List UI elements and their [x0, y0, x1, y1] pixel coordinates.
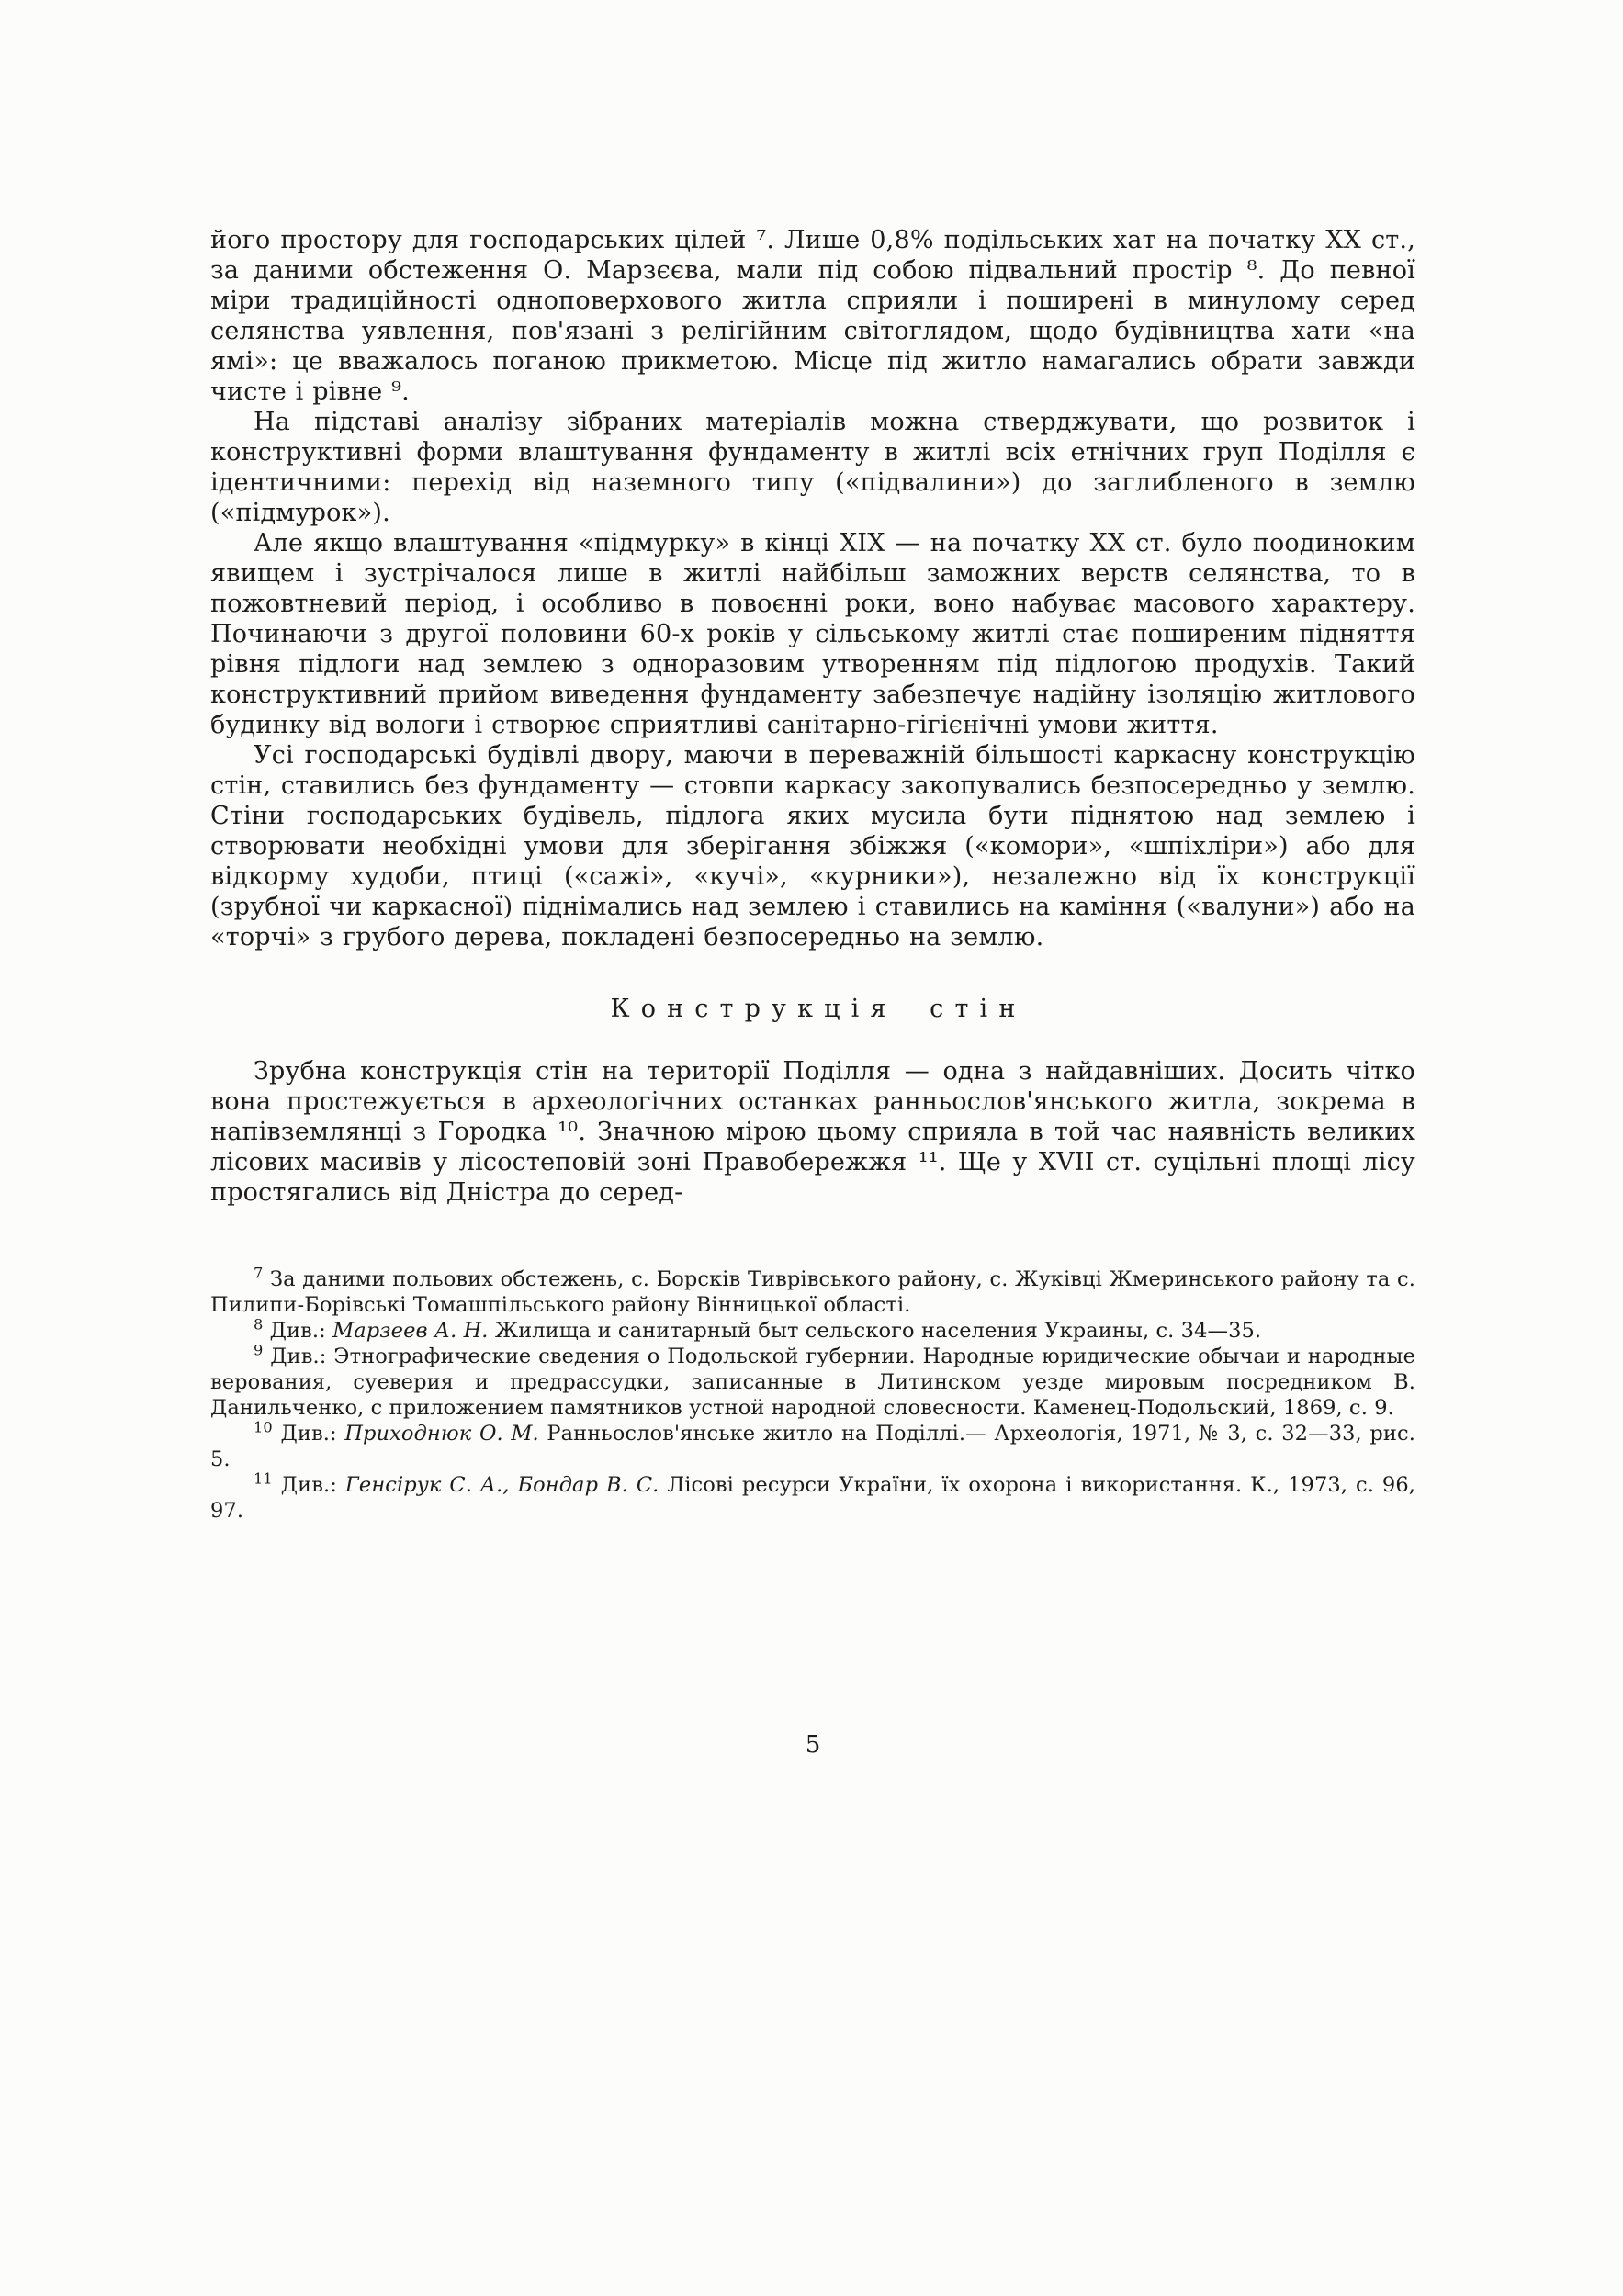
footnote	[210, 1418, 1415, 1472]
footnote-author: Приходнюк О. М.	[344, 1422, 539, 1446]
footnote-marker: 11	[254, 1469, 273, 1488]
footnote	[210, 1469, 1415, 1524]
footnote-text: Див.: Этнографические сведения о Подольской губернии. Народные юридические обычаи и народные верования, суеверия и предрассудки, записанные в Литинском уезде мировым посредником В. Данильченко, с приложением памятников устной народной словесности. Каменец-Подольский, 1869, с. 9.	[210, 1345, 1415, 1420]
footnote-marker: 7	[254, 1264, 264, 1282]
footnote-text: За даними польових обстежень, с. Борсків Тиврівського району, с. Жуківці Жмеринського району та с. Пилипи-Борівські Томашпільського району Вінницької області.	[210, 1267, 1415, 1317]
footnote-text: Див.:	[280, 1422, 345, 1446]
paragraph: Зрубна конструкція стін на території Поділля — одна з найдавніших. Досить чітко вона простежується в археологічних останках ранньослов'янського житла, зокрема в напівземлянці з Городка ¹⁰. Значною мірою цьому сприяла в той час наявність великих лісових масивів у лісостеповій зоні Правобережжя ¹¹. Ще у XVII ст. суцільні площі лісу простягались від Дністра до серед-	[210, 1057, 1415, 1207]
paragraph: Усі господарські будівлі двору, маючи в переважній більшості каркасну конструкцію стін, ставились без фундаменту — стовпи каркасу закопувались безпосередньо у землю. Стіни господарських будівель, підлога яких мусила бути піднятою над землею і створювати необхідні умови для зберігання збіжжя («комори», «шпіхліри») або для відкорму худоби, птиці («сажі», «кучі», «курники»), незалежно від їх конструкції (зрубної чи каркасної) піднімались над землею і ставились на каміння («валуни») або на «торчі» з грубого дерева, покладені безпосередньо на землю.	[210, 741, 1415, 951]
paragraph: Але якщо влаштування «підмурку» в кінці XIX — на початку XX ст. було поодиноким явищем і зустрічалося лише в житлі найбільш заможних верств селянства, то в пожовтневий період, і особливо в повоєнні роки, воно набуває масового характеру. Починаючи з другої половини 60-х років у сільському житлі стає поширеним підняття рівня підлоги над землею з одноразовим утворенням під підлогою продухів. Такий конструктивний прийом виведення фундаменту забезпечує надійну ізоляцію житлового будинку від вологи і створює сприятливі санітарно-гігієнічні умови життя.	[210, 529, 1415, 739]
text-block	[210, 225, 1415, 1524]
footnote-text: Ранньослов'янське житло на Поділлі.— Археологія, 1971, № 3, с. 32—33, рис. 5.	[210, 1422, 1415, 1471]
footnotes	[210, 1266, 1415, 1524]
footnote-text: Див.:	[269, 1319, 333, 1343]
paragraph-continuation: його простору для господарських цілей ⁷. Лише 0,8% подільських хат на початку XX ст., за даними обстеження О. Марзєєва, мали під собою підвальний простір ⁸. До певної міри традиційності одноповерхового житла сприяли і поширені в минулому серед селянства уявлення, пов'язані з релігійним світоглядом, щодо будівництва хати «на ямі»: це вважалось поганою прикметою. Місце під житло намагались обрати завжди чисте і рівне ⁹.	[210, 226, 1415, 406]
section-heading: Конструкція стін	[610, 995, 1027, 1023]
footnote-text: Див.:	[280, 1473, 345, 1497]
footnote-text: Лісові ресурси України, їх охорона і використання. К., 1973, с. 96, 97.	[210, 1473, 1415, 1523]
footnote	[210, 1266, 1415, 1318]
footnote-marker: 10	[254, 1418, 273, 1436]
page-number: 5	[805, 1731, 821, 1759]
footnote-marker: 8	[254, 1315, 264, 1334]
footnote	[210, 1341, 1415, 1421]
paragraph: На підставі аналізу зібраних матеріалів можна стверджувати, що розвиток і конструктивні форми влаштування фундаменту в житлі всіх етнічних груп Поділля є ідентичними: перехід від наземного типу («підвалини») до заглибленого в землю («підмурок»).	[210, 408, 1415, 527]
footnote-author: Марзеев А. Н.	[332, 1319, 489, 1343]
footnote-marker: 9	[254, 1341, 264, 1359]
footnote-author: Генсірук С. А., Бондар В. С.	[344, 1473, 659, 1497]
footnote-text: Жилища и санитарный быт сельского населения Украины, с. 34—35.	[488, 1319, 1262, 1343]
footnote	[210, 1315, 1415, 1344]
